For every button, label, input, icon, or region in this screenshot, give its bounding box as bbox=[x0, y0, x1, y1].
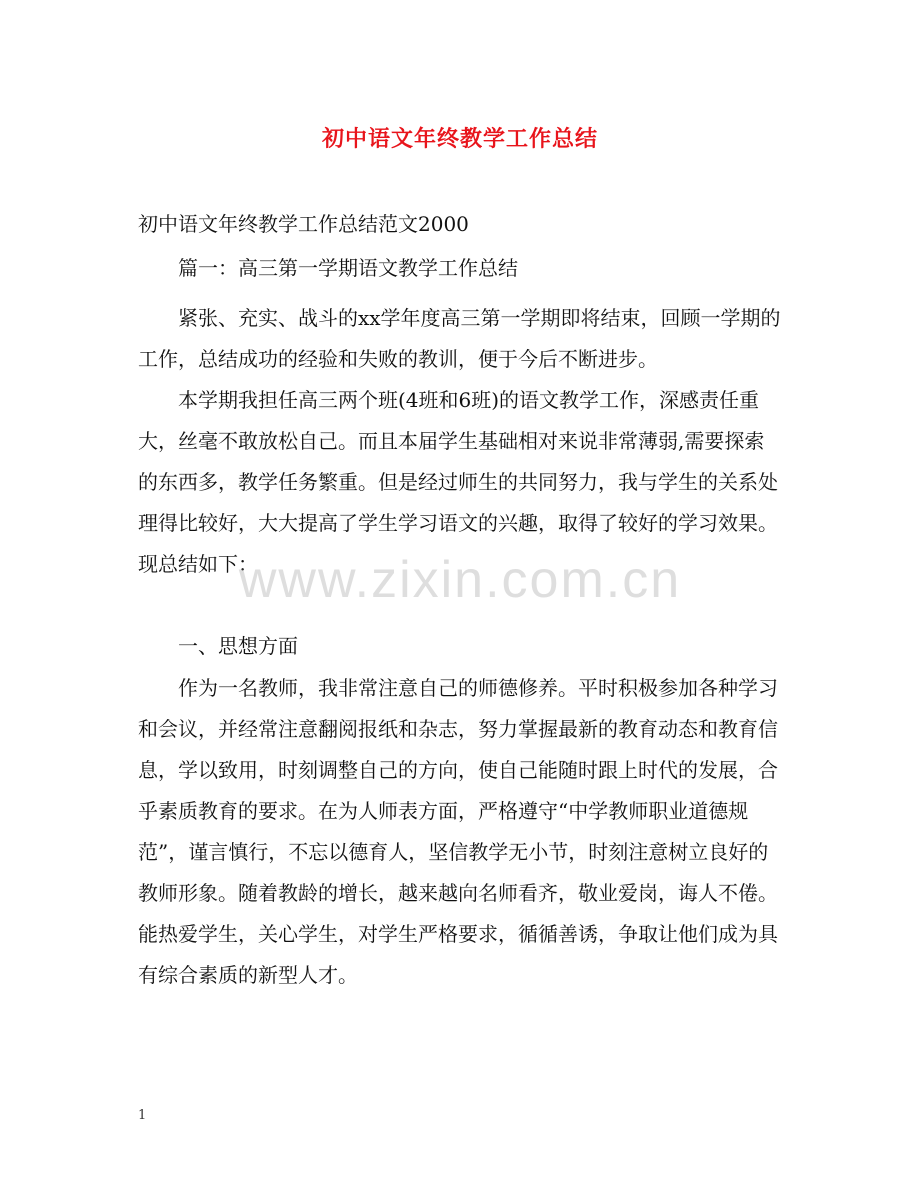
body-paragraph-2: 作为一名教师，我非常注意自己的师德修养。平时积极参加各种学习和会议，并经常注意翻阅报纸和杂志，努力掌握最新的教育动态和教育信息，学以致用，时刻调整自己的方向，使自己能随时跟上时代的发展，合乎素质教育的要求。在为人师表方面，严格遵守“中学教师职业道德规范”，谨言慎行，不忘以德育人，坚信教学无小节，时刻注意树立良好的教师形象。随着教龄的增长，越来越向名师看齐，敬业爱岗，诲人不倦。能热爱学生，关心学生，对学生严格要求，循循善诱，争取让他们成为具有综合素质的新型人才。 bbox=[138, 676, 778, 987]
watermark: www.zixin.com.cn bbox=[238, 551, 682, 609]
page-number: 1 bbox=[138, 1108, 147, 1123]
section-heading-part-one: 篇一：高三第一学期语文教学工作总结 bbox=[178, 256, 518, 280]
document-title: 初中语文年终教学工作总结 bbox=[321, 126, 598, 152]
intro-paragraph: 紧张、充实、战斗的xx学年度高三第一学期即将结束，回顾一学期的工作，总结成功的经验和失败的教训，便于今后不断进步。 bbox=[138, 306, 781, 371]
body-paragraph-1: 本学期我担任高三两个班(4班和6班)的语文教学工作，深感责任重大，丝毫不敢放松自己。而且本届学生基础相对来说非常薄弱,需要探索的东西多，教学任务繁重。但是经过师生的共同努力，我与学生的关系处理得比较好，大大提高了学生学习语文的兴趣，取得了较好的学习效果。现总结如下： bbox=[138, 388, 778, 576]
document-subtitle: 初中语文年终教学工作总结范文2000 bbox=[138, 212, 469, 236]
section-heading-ideology: 一、思想方面 bbox=[178, 634, 298, 658]
